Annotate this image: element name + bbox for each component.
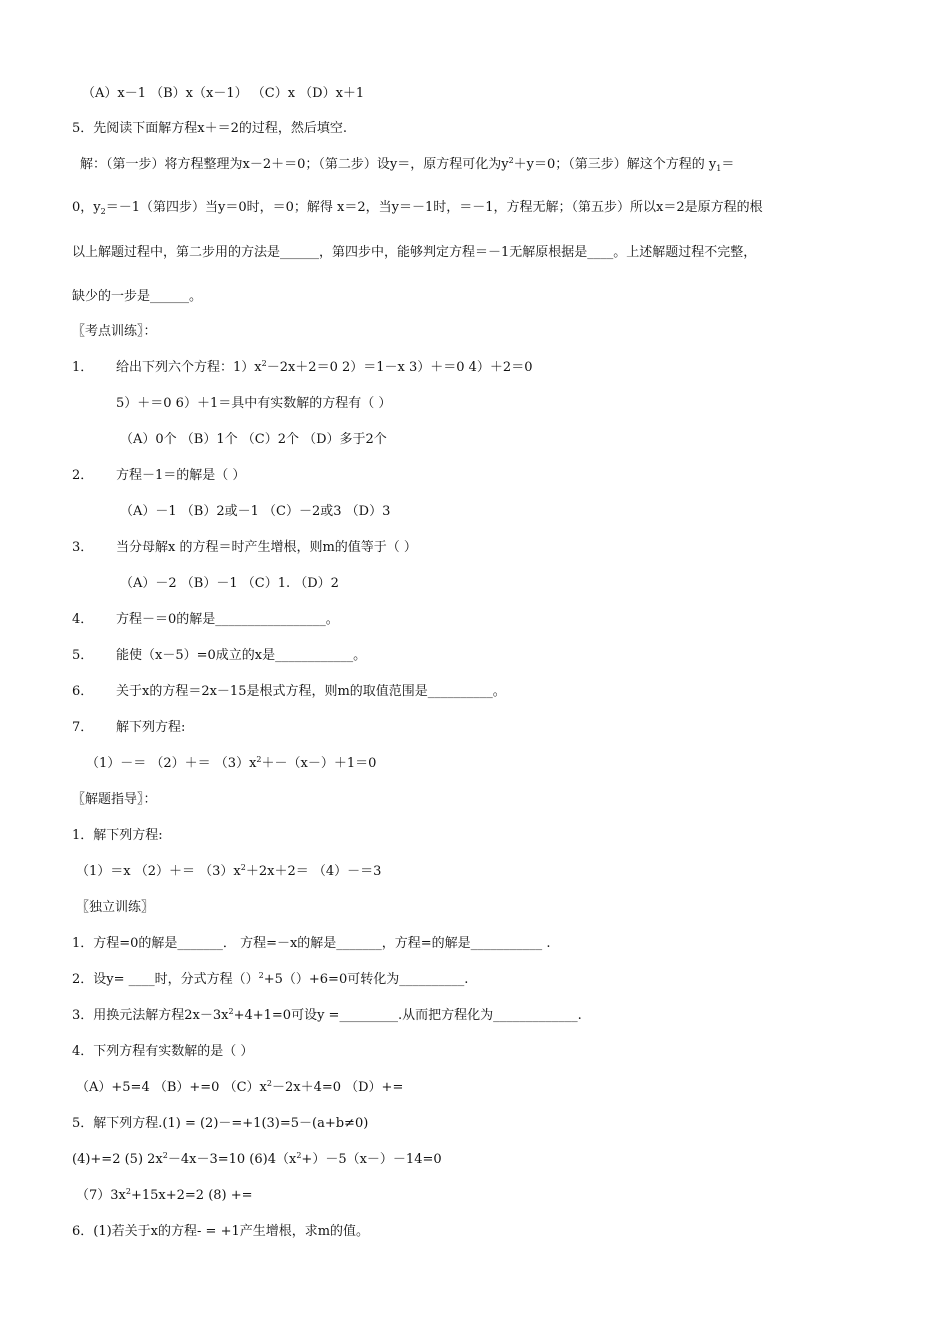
q7-text: 解下列方程: <box>116 720 186 735</box>
solution-step-line-2: 0，$y_2=-1$（第四步）当y＝0时，＝0；解得 x＝2，当y＝－1时，＝－1，方程无解；（第五步）所以x＝2是原方程的根 <box>72 200 763 216</box>
q6-text: 关于x的方程＝2x－15是根式方程，则m的取值范围是__________。 <box>116 684 506 699</box>
q7-number: 7． <box>72 720 94 735</box>
indep-q2: 2．设y= ____时，分式方程（）$^2$+5（）+6=0可转化为__________. <box>72 971 469 987</box>
q1-text-continued: 5）＋＝0 6）＋1＝具中有实数解的方程有（ ） <box>116 396 392 411</box>
q1-number: 1． <box>72 360 94 375</box>
indep-q3: 3．用换元法解方程$2x-3x^2+4+1=0$可设y =_________.从而把方程化为_____________. <box>72 1007 582 1023</box>
indep-q5-row3: $(7)3x^2+15x+2=2$ (8) += <box>76 1187 253 1203</box>
guide-q1-subproblems: （1）＝x $(2)+= (3)x^2+2x+2= (4)-=3$ <box>76 863 382 879</box>
q1-text: 给出下列六个方程：$1)x^2-2x+2=0$ 2）＝1－x 3）＋＝0 4）＋2＝0 <box>116 359 533 375</box>
q6-number: 6． <box>72 684 94 699</box>
q3-number: 3． <box>72 540 94 555</box>
indep-q4-options: （A）+5=4 （B）+=0 $(C)x^2-2x+4=0$ （D）+= <box>76 1079 404 1095</box>
q2-text: 方程－1＝的解是（ ） <box>116 468 246 483</box>
q2-number: 2． <box>72 468 94 483</box>
indep-q6: 6．(1)若关于x的方程- = +1产生增根，求m的值。 <box>72 1224 370 1239</box>
q5-number: 5． <box>72 648 94 663</box>
indep-q5-row2: (4)+=2 (5) $2x^2-4x-3=10$ $(6)4(x^2+)-5(x-)-14=0$ <box>72 1151 442 1167</box>
indep-q1: 1．方程=0的解是_______． 方程=－x的解是_______，方程=的解是___________ . <box>72 936 551 951</box>
question-5-intro: 5．先阅读下面解方程x＋＝2的过程，然后填空. <box>72 121 348 136</box>
solution-question-line: 以上解题过程中，第二步用的方法是______，第四步中，能够判定方程＝－1无解原根据是____。上述解题过程不完整， <box>72 245 757 260</box>
options-line-q4: （A）x－1 （B）x（x－1） （C）x （D）x＋1 <box>82 86 365 101</box>
q4-text: 方程－＝0的解是_________________。 <box>116 612 339 627</box>
q1-options: （A）0个 （B）1个 （C）2个 （D）多于2个 <box>120 432 387 447</box>
solution-step-line-1: 解：（第一步）将方程整理为x－2＋＝0；（第二步）设y＝，原方程可化为$y^2+y=0$；（第三步）解这个方程的 $y_1=$ <box>80 156 735 173</box>
q2-options: （A）－1 （B）2或－1 （C）－2或3 （D）3 <box>120 504 391 519</box>
section-heading-duli: 〖独立训练〗 <box>76 900 155 915</box>
q3-text: 当分母解x 的方程＝时产生增根，则m的值等于（ ） <box>116 540 417 555</box>
indep-q5: 5．解下列方程.(1) = (2)－=+1(3)=5－(a+b≠0) <box>72 1116 369 1131</box>
q7-subproblems: $(1)-= (2)+= (3)x^2+-(x-)+1=0$ <box>86 755 377 771</box>
q3-options: （A）－2 （B）－1 （C）1. （D）2 <box>120 576 339 591</box>
section-heading-jieti: 〖解题指导〗： <box>72 792 157 807</box>
q4-number: 4． <box>72 612 94 627</box>
indep-q4: 4．下列方程有实数解的是（ ） <box>72 1044 254 1059</box>
q5-text: 能使（x－5）=0成立的x是____________。 <box>116 648 367 663</box>
section-heading-kaodian: 〖考点训练〗： <box>72 324 157 339</box>
guide-q1: 1．解下列方程: <box>72 828 163 843</box>
solution-missing-step-line: 缺少的一步是______。 <box>72 289 203 304</box>
